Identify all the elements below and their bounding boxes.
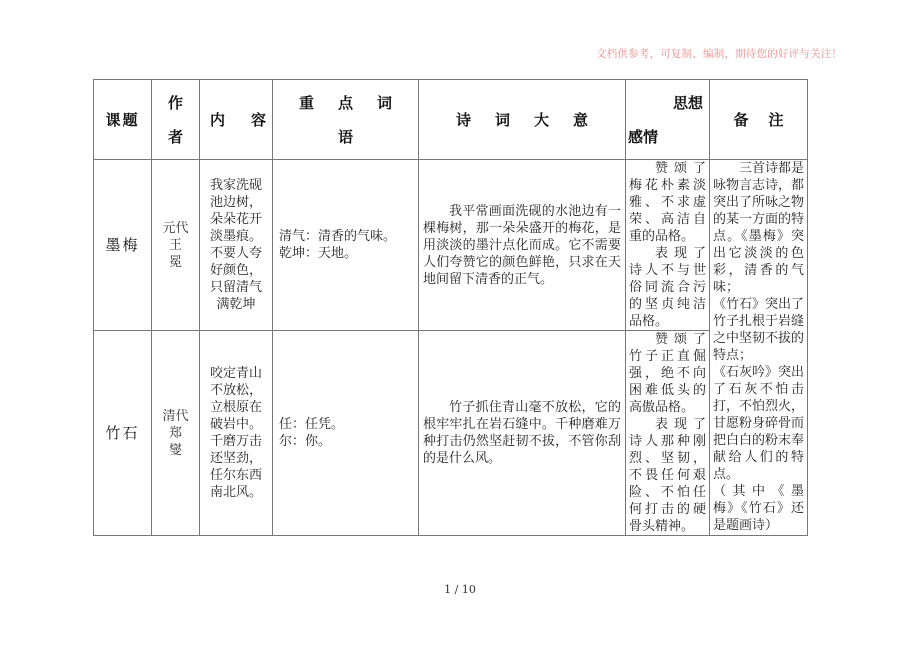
poem-line: 淡墨痕。 bbox=[209, 229, 262, 244]
author-dynasty: 元代 bbox=[162, 220, 189, 236]
poem-line: 池边树， bbox=[209, 195, 262, 210]
poem-author bbox=[152, 160, 200, 331]
header-author bbox=[152, 80, 200, 160]
author-dynasty: 清代 bbox=[162, 408, 189, 424]
poem-title: 竹石 bbox=[94, 331, 152, 536]
header-notes bbox=[710, 80, 808, 160]
poem-emotion bbox=[626, 160, 710, 331]
keyword-entry: 尔：你。 bbox=[279, 434, 332, 449]
poem-keywords bbox=[273, 331, 419, 536]
header-keywords-3: 词 bbox=[377, 93, 393, 112]
header-keywords-1: 重 bbox=[298, 93, 314, 112]
header-meaning-3: 大 bbox=[534, 111, 550, 129]
table-row-momei bbox=[94, 160, 808, 331]
header-keywords-2: 点 bbox=[337, 93, 353, 112]
keyword-entry: 乾坤：天地。 bbox=[279, 246, 358, 261]
poem-line: 任尔东西 bbox=[209, 468, 262, 483]
notes-paragraph: 《石灰吟》突出了石灰不怕击打，不怕烈火，甘愿粉身碎骨而把白白的粉末奉献给人们的特点。 bbox=[713, 365, 805, 482]
poem-table bbox=[93, 79, 808, 536]
keyword-entry: 清气：清香的气味。 bbox=[279, 229, 397, 244]
page-number: 1 / 10 bbox=[444, 583, 476, 596]
poem-content bbox=[200, 160, 273, 331]
watermark-text: 文档供参考，可复制、编制，期待您的好评与关注！ bbox=[596, 48, 843, 60]
poem-line: 立根原在 bbox=[209, 400, 262, 415]
emotion-paragraph: 表现了诗人那种刚烈、坚韧，不畏任何艰险、不怕任何打击的硬骨头精神。 bbox=[629, 417, 706, 534]
header-author-l1: 作 bbox=[167, 93, 183, 112]
poem-line: 我家洗砚 bbox=[209, 178, 262, 193]
header-author-l2: 者 bbox=[167, 127, 183, 146]
header-keywords bbox=[273, 80, 419, 160]
header-content bbox=[200, 80, 273, 160]
header-meaning-4: 意 bbox=[573, 111, 589, 129]
author-name-2: 冕 bbox=[168, 254, 182, 270]
author-name-1: 郑 bbox=[168, 425, 182, 441]
header-content-b: 容 bbox=[251, 111, 267, 129]
poem-meaning bbox=[419, 331, 626, 536]
notes-cell bbox=[710, 160, 808, 536]
keyword-entry: 任：任凭。 bbox=[279, 417, 345, 432]
poem-emotion bbox=[626, 331, 710, 536]
header-title: 课题 bbox=[94, 80, 152, 160]
header-emotion-l1: 思想 bbox=[672, 93, 703, 112]
header-emotion bbox=[626, 80, 710, 160]
poem-title: 墨梅 bbox=[94, 160, 152, 331]
poem-line: 只留清气 bbox=[209, 280, 262, 295]
meaning-text: 我平常画面洗砚的水池边有一棵梅树，那一朵朵盛开的梅花，是用淡淡的墨汁点化而成。它不需要人们夸赞它的颜色鲜艳，只求在天地间留下清香的正气。 bbox=[423, 203, 621, 287]
poem-author bbox=[152, 331, 200, 536]
poem-keywords bbox=[273, 160, 419, 331]
emotion-paragraph: 赞颂了梅花朴素淡雅、不求虚荣、高洁自重的品格。 bbox=[629, 161, 706, 244]
poem-meaning bbox=[419, 160, 626, 331]
poem-line: 还坚劲， bbox=[209, 451, 262, 466]
author-name-1: 王 bbox=[168, 237, 182, 253]
header-meaning-1: 诗 bbox=[455, 111, 471, 129]
header-notes-2: 注 bbox=[768, 111, 784, 129]
poem-content bbox=[200, 331, 273, 536]
header-meaning bbox=[419, 80, 626, 160]
poem-line: 不放松， bbox=[209, 383, 262, 398]
notes-paragraph: （其中《墨梅》《竹石》还是题画诗） bbox=[713, 484, 804, 533]
poem-line: 南北风。 bbox=[209, 485, 262, 500]
meaning-text: 竹子抓住青山毫不放松，它的根牢牢扎在岩石缝中。千种磨难万种打击仍然坚赶韧不拔，不管你刮的是什么风。 bbox=[423, 400, 621, 466]
table-row-zhushi bbox=[94, 331, 808, 536]
notes-paragraph: 《竹石》突出了竹子扎根于岩缝之中坚韧不拔的特点； bbox=[713, 297, 805, 363]
emotion-paragraph: 赞颂了竹子正直倔强，绝不向困难低头的高傲品格。 bbox=[629, 332, 706, 415]
header-row bbox=[94, 80, 808, 160]
header-keywords-4: 语 bbox=[337, 127, 353, 146]
poem-line: 破岩中。 bbox=[209, 417, 262, 432]
poem-line: 朵朵花开 bbox=[209, 212, 262, 227]
poem-line: 好颜色， bbox=[209, 263, 262, 278]
author-name-2: 燮 bbox=[168, 442, 182, 458]
notes-paragraph: 三首诗都是咏物言志诗，都突出了所咏之物的某一方面的特点。《墨梅》突出它淡淡的色彩，清香的气味； bbox=[713, 161, 805, 295]
header-content-a: 内 bbox=[210, 111, 226, 129]
header-meaning-2: 词 bbox=[494, 111, 510, 129]
header-emotion-l2: 感情 bbox=[628, 127, 659, 146]
poem-line: 不要人夸 bbox=[209, 246, 262, 261]
header-notes-1: 备 bbox=[733, 111, 749, 129]
poem-line: 咬定青山 bbox=[209, 366, 262, 381]
emotion-paragraph: 表现了诗人不与世俗同流合污的坚贞纯洁品格。 bbox=[629, 246, 706, 329]
poem-line: 千磨万击 bbox=[209, 434, 262, 449]
poem-line: 满乾坤 bbox=[216, 297, 256, 312]
